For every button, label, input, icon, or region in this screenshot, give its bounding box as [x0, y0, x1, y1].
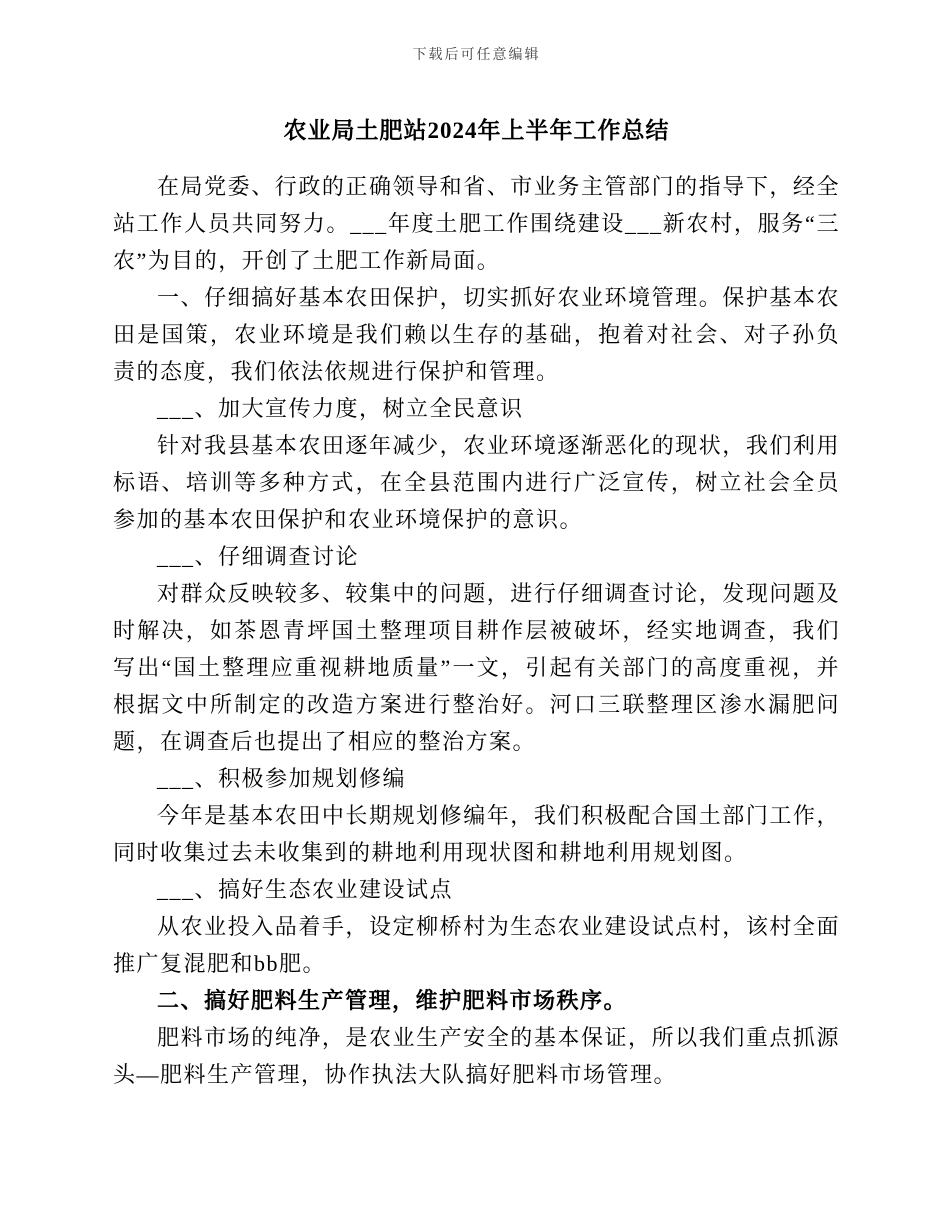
- edit-notice-watermark: 下载后可任意编辑: [412, 48, 541, 63]
- subsection-heading-eco-agriculture: ___、搞好生态农业建设试点: [157, 877, 454, 902]
- subsection-heading-publicity: ___、加大宣传力度，树立全民意识: [157, 396, 524, 421]
- section-one-paragraph: 一、仔细搞好基本农田保护，切实抓好农业环境管理。保护基本农田是国策，农业环境是我们赖以生存的基础，抱着对社会、对子孙负责的态度，我们依法依规进行保护和管理。: [113, 285, 840, 384]
- document-title: 农业局土肥站2024年上半年工作总结: [283, 118, 670, 143]
- subsection-heading-investigation: ___、仔细调查讨论: [157, 544, 360, 569]
- document-body: [113, 168, 840, 1093]
- paragraph-investigation: 对群众反映较多、较集中的问题，进行仔细调查讨论，发现问题及时解决，如茶恩青坪国土整理项目耕作层被破坏，经实地调查，我们写出“国土整理应重视耕地质量”一文，引起有关部门的高度重视，并根据文中所制定的改造方案进行整治好。河口三联整理区渗水漏肥问题，在调查后也提出了相应的整治方案。: [113, 581, 840, 754]
- paragraph-fertilizer-market: 肥料市场的纯净，是农业生产安全的基本保证，所以我们重点抓源头—肥料生产管理，协作执法大队搞好肥料市场管理。: [113, 1025, 840, 1087]
- paragraph-plan-revision: 今年是基本农田中长期规划修编年，我们积极配合国土部门工作，同时收集过去未收集到的耕地利用现状图和耕地利用规划图。: [113, 803, 840, 865]
- subsection-heading-plan-revision: ___、积极参加规划修编: [157, 766, 407, 791]
- paragraph-eco-agriculture: 从农业投入品着手，设定柳桥村为生态农业建设试点村，该村全面推广复混肥和bb肥。: [113, 914, 840, 976]
- paragraph-opening: 在局党委、行政的正确领导和省、市业务主管部门的指导下，经全站工作人员共同努力。___年度土肥工作围绕建设___新农村，服务“三农”为目的，开创了土肥工作新局面。: [113, 174, 840, 273]
- paragraph-publicity: 针对我县基本农田逐年减少，农业环境逐渐恶化的现状，我们利用标语、培训等多种方式，在全县范围内进行广泛宣传，树立社会全员参加的基本农田保护和农业环境保护的意识。: [113, 433, 840, 532]
- section-two-heading: 二、搞好肥料生产管理，维护肥料市场秩序。: [157, 988, 628, 1013]
